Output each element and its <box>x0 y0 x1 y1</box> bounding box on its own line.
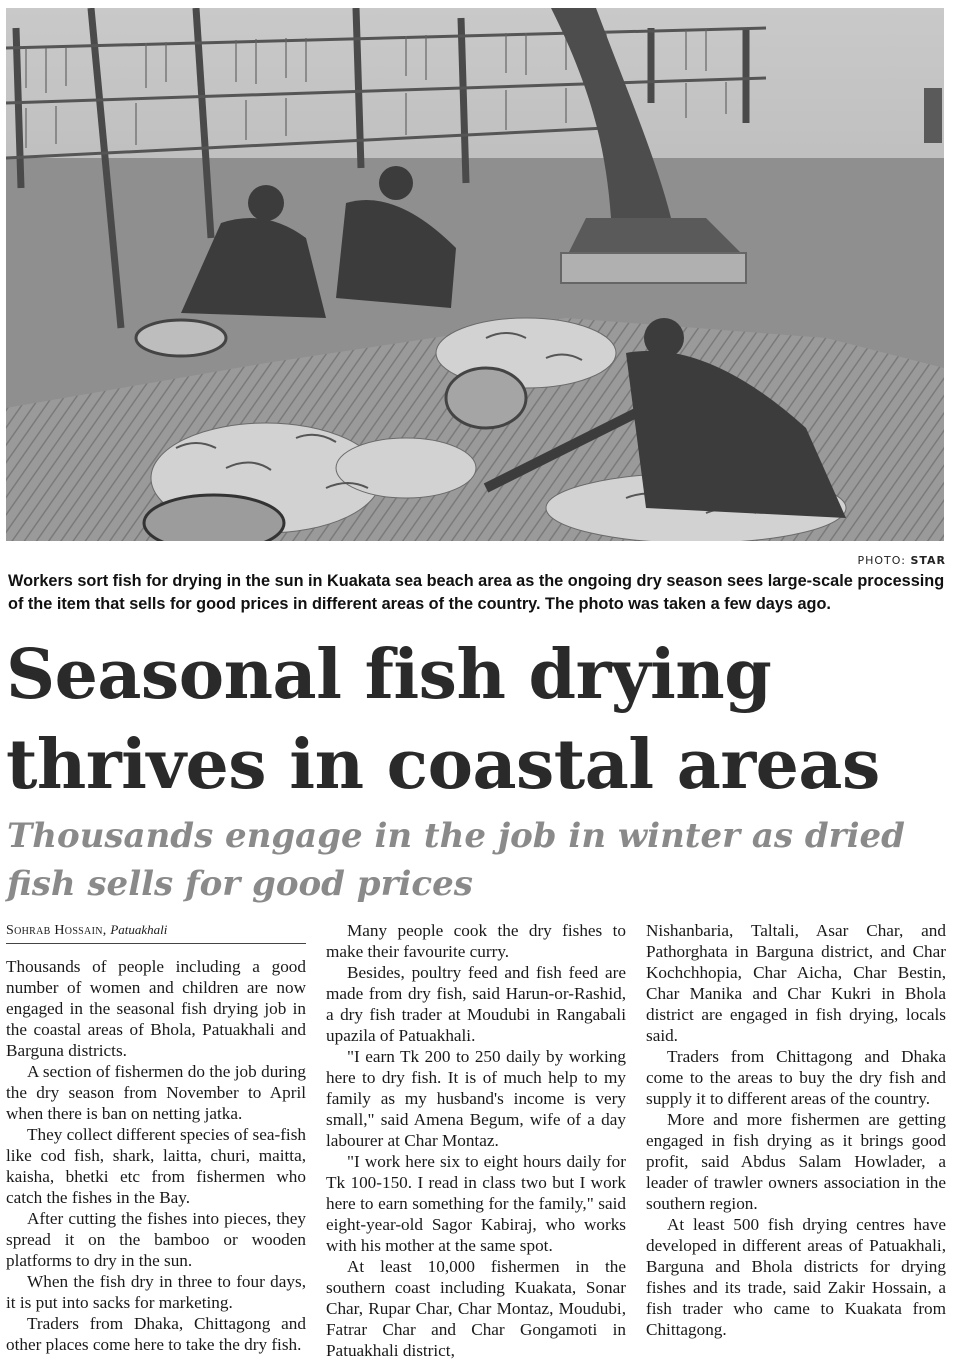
byline <box>6 920 306 944</box>
body-column-2 <box>326 920 626 1361</box>
photo-credit <box>857 554 946 567</box>
paragraph: More and more fishermen are getting engaged in fish drying as it brings good profit, said Abdus Salam Howlader, a leader of trawler owners association in the southern region. <box>646 1110 946 1213</box>
paragraph: After cutting the fishes into pieces, they spread it on the bamboo or wooden platforms to dry in the sun. <box>6 1209 306 1270</box>
paragraph: At least 500 fish drying centres have developed in different areas of Patuakhali, Barguna and Bhola districts for drying fishes and its trade, said Zakir Hossain, a fish trader who came to Kuakata from Chittagong. <box>646 1215 946 1339</box>
paragraph: They collect different species of sea-fish like cod fish, shark, laitta, churi, maitta, kaisha, bhetki etc from fishermen who catch the fishes in the Bay. <box>6 1125 306 1207</box>
paragraph: When the fish dry in three to four days, it is put into sacks for marketing. <box>6 1272 306 1312</box>
headline: Seasonal fish drying thrives in coastal areas <box>6 635 880 805</box>
paragraph: Many people cook the dry fishes to make their favourite curry. <box>326 921 626 961</box>
subheadline: Thousands engage in the job in winter as dried fish sells for good prices <box>7 816 905 904</box>
paragraph: A section of fishermen do the job during the dry season from November to April when there is ban on netting jatka. <box>6 1062 306 1123</box>
paragraph: At least 10,000 fishermen in the southern coast including Kuakata, Sonar Char, Rupar Char, Char Montaz, Moudubi, Fatrar Char and Char Gongamoti in Patuakhali district, <box>326 1257 626 1360</box>
photo-caption: Workers sort fish for drying in the sun in Kuakata sea beach area as the ongoing dry season sees large-scale processing of the item that sells for good prices in different areas of the country. The photo was taken a few days ago. <box>8 572 945 613</box>
paragraph: Traders from Chittagong and Dhaka come to the areas to buy the dry fish and supply it to different areas of the country. <box>646 1047 946 1108</box>
paragraph: Thousands of people including a good number of women and children are now engaged in the seasonal fish drying job in the coastal areas of Bhola, Patuakhali and Barguna districts. <box>6 957 306 1060</box>
byline-author: Sohrab Hossain, <box>6 923 107 938</box>
photo-credit-label: PHOTO: <box>857 554 906 567</box>
paragraph: Traders from Dhaka, Chittagong and other places come here to take the dry fish. <box>6 1314 306 1354</box>
news-photo <box>6 8 944 541</box>
paragraph: "I earn Tk 200 to 250 daily by working here to dry fish. It is of much help to my family as my husband's income is very small," said Amena Begum, wife of a day labourer at Char Montaz. <box>326 1047 626 1150</box>
paragraph: "I work here six to eight hours daily for Tk 100-150. I read in class two but I work here to earn something for the family," said eight-year-old Sagor Kabiraj, who works with his mother at the same spot. <box>326 1152 626 1255</box>
body-column-1 <box>6 920 306 1355</box>
body-column-3 <box>646 920 946 1340</box>
beach-fish-drying-photo <box>6 8 944 541</box>
photo-credit-source: STAR <box>910 554 946 567</box>
paragraph: Nishanbaria, Taltali, Asar Char, and Pathorghata in Barguna district, and Char Kochchhopia, Char Aicha, Char Bestin, Char Manika and Char Kukri in Bhola district are engaged in fish drying, locals said. <box>646 921 946 1045</box>
paragraph: Besides, poultry feed and fish feed are made from dry fish, said Harun-or-Rashid, a dry fish trader at Moudubi in Rangabali upazila of Patuakhali. <box>326 963 626 1045</box>
byline-location: Patuakhali <box>110 922 168 937</box>
